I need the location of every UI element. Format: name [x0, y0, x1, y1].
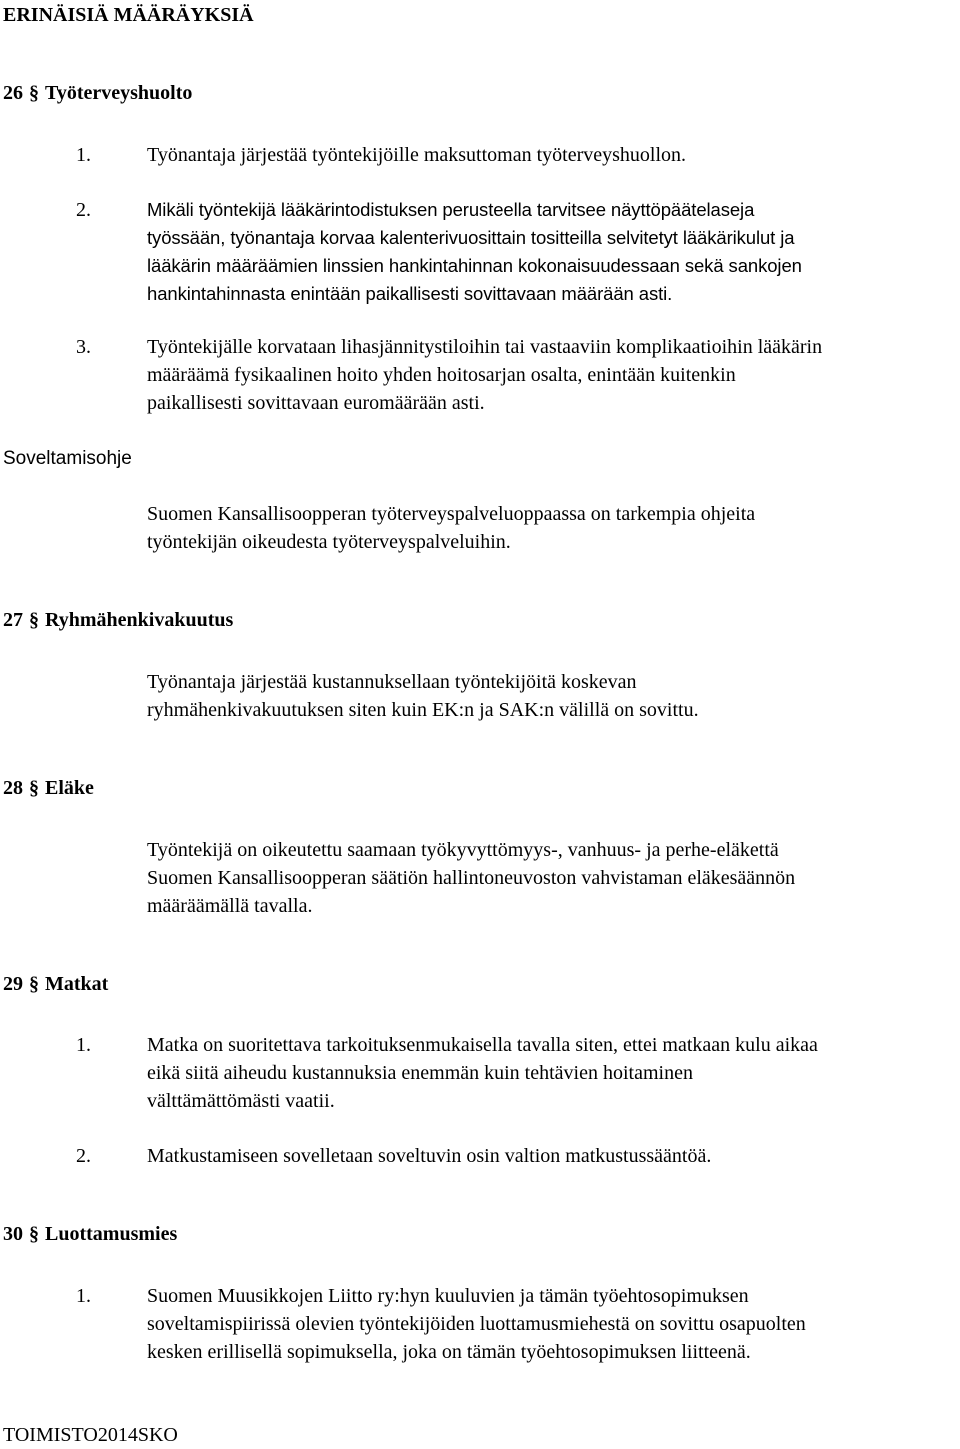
document-footer: TOIMISTO2014SKO	[3, 1424, 178, 1446]
text-line: Työntekijälle korvataan lihasjännitystiloihin tai vastaaviin komplikaatioihin lääkärin	[147, 336, 823, 358]
item-number: 1.	[76, 144, 91, 166]
section-number: 30	[3, 1223, 23, 1245]
text-line: määräämällä tavalla.	[147, 895, 313, 917]
item-number: 1.	[76, 1285, 91, 1307]
text-line: välttämättömästi vaatii.	[147, 1090, 335, 1112]
section-title: Työterveyshuolto	[45, 82, 193, 104]
item-number: 2.	[76, 1145, 91, 1167]
section-sign: §	[29, 973, 39, 995]
text-line: Suomen Kansallisoopperan säätiön hallintoneuvoston vahvistaman eläkesäännön	[147, 867, 796, 889]
section-sign: §	[29, 777, 39, 799]
section-heading-28	[3, 774, 94, 802]
item-text: Työnantaja järjestää työntekijöille maksuttoman työterveyshuollon.	[147, 144, 687, 166]
text-line: eikä siitä aiheudu kustannuksia enemmän kuin tehtävien hoitaminen	[147, 1062, 693, 1084]
section-title: Matkat	[45, 973, 109, 995]
text-line: Matka on suoritettava tarkoituksenmukaisella tavalla siten, ettei matkaan kulu aikaa	[147, 1034, 818, 1056]
section-heading-29	[3, 970, 108, 998]
text-line: Suomen Muusikkojen Liitto ry:hyn kuuluvien ja tämän työehtosopimuksen	[147, 1285, 749, 1307]
item-number: 3.	[76, 336, 91, 358]
text-line: paikallisesti sovittavaan euromäärään asti.	[147, 392, 485, 414]
section-number: 29	[3, 973, 23, 995]
item-text	[147, 333, 959, 417]
section-title: Eläke	[45, 777, 94, 799]
text-line: työntekijän oikeudesta työterveyspalveluihin.	[147, 531, 511, 553]
section-sign: §	[29, 609, 39, 631]
text-line: lääkärin määräämien linssien hankintahinnan kokonaisuudessaan sekä sankojen	[147, 255, 802, 276]
item-text	[147, 1282, 959, 1366]
section-number: 27	[3, 609, 23, 631]
section-heading-30	[3, 1220, 177, 1248]
text-line: Työnantaja järjestää kustannuksellaan työntekijöitä koskevan	[147, 671, 637, 693]
text-line: hankintahinnasta enintään paikallisesti sovittavaan määrään asti.	[147, 283, 673, 304]
item-text	[147, 1031, 959, 1115]
section-body-28	[147, 836, 959, 920]
text-line: Työntekijä on oikeutettu saamaan työkyvyttömyys-, vanhuus- ja perhe-eläkettä	[147, 839, 779, 861]
section-body-27	[147, 668, 959, 724]
text-line: työssään, työnantaja korvaa kalenterivuosittain tositteilla selvitetyt lääkärikulut ja	[147, 227, 795, 248]
section-title: Ryhmähenkivakuutus	[45, 609, 234, 631]
section-sign: §	[29, 1223, 39, 1245]
section-title: Luottamusmies	[45, 1223, 178, 1245]
text-line: Mikäli työntekijä lääkärintodistuksen perusteella tarvitsee näyttöpäätelaseja	[147, 199, 755, 220]
text-line: kesken erillisellä sopimuksella, joka on tämän työehtosopimuksen liitteenä.	[147, 1341, 751, 1363]
text-line: ryhmähenkivakuutuksen siten kuin EK:n ja SAK:n välillä on sovittu.	[147, 699, 699, 721]
text-line: soveltamispiirissä olevien työntekijöiden luottamusmiehestä on sovittu osapuolten	[147, 1313, 806, 1335]
section-sign: §	[29, 82, 39, 104]
text-line: määräämä fysikaalinen hoito yhden hoitosarjan osalta, enintään kuitenkin	[147, 364, 736, 386]
section-heading-27	[3, 606, 233, 634]
item-number: 2.	[76, 199, 91, 221]
item-number: 1.	[76, 1034, 91, 1056]
section-number: 28	[3, 777, 23, 799]
item-text	[147, 196, 959, 308]
guidance-label: Soveltamisohje	[3, 448, 132, 469]
section-number: 26	[3, 82, 23, 104]
text-line: Suomen Kansallisoopperan työterveyspalveluoppaassa on tarkempia ohjeita	[147, 503, 756, 525]
item-text: Matkustamiseen sovelletaan soveltuvin osin valtion matkustussääntöä.	[147, 1145, 712, 1167]
document-heading: ERINÄISIÄ MÄÄRÄYKSIÄ	[3, 4, 254, 26]
guidance-text	[147, 500, 959, 556]
section-heading-26	[3, 79, 192, 107]
